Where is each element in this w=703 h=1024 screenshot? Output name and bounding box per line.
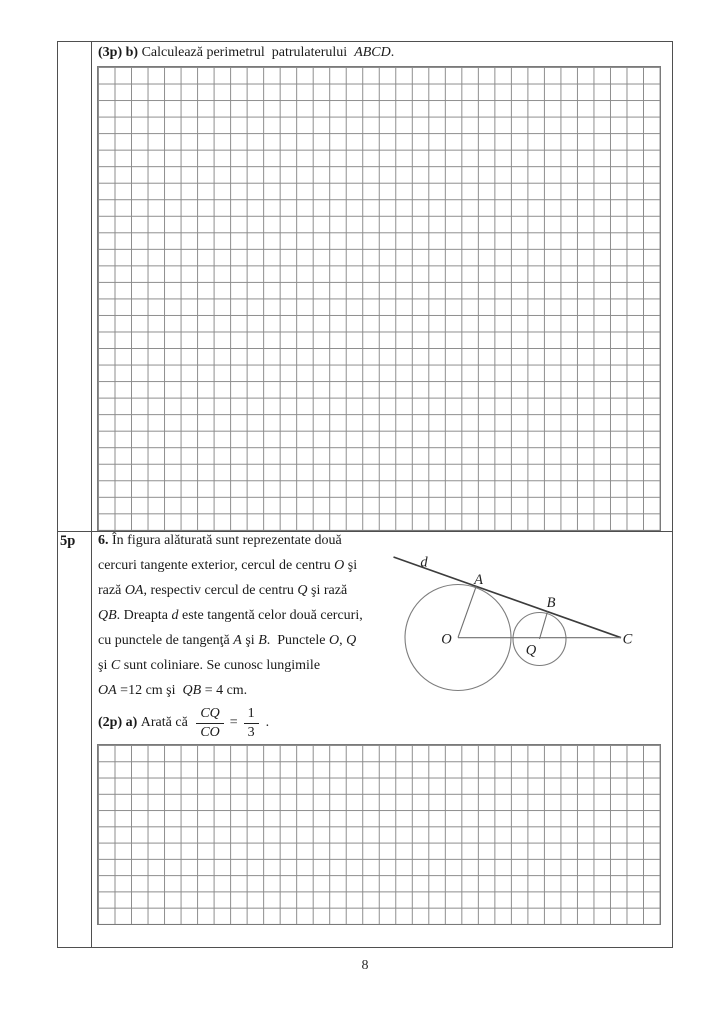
page-number: 8 bbox=[361, 958, 369, 973]
fraction-numerator: CQ bbox=[196, 706, 223, 724]
problem-line: OA =12 cm şi QB = 4 cm. bbox=[98, 683, 248, 698]
tangent-line-d bbox=[394, 554, 622, 638]
label-a: A bbox=[474, 572, 483, 588]
fraction-denominator: 3 bbox=[247, 724, 255, 740]
fraction-one-third bbox=[244, 706, 259, 741]
label-o: O bbox=[441, 631, 452, 648]
label-b: B bbox=[546, 595, 556, 611]
question-2a-prefix: (2p) a) Arată că bbox=[98, 715, 192, 730]
label-c: C bbox=[622, 631, 633, 648]
fraction-cq-co bbox=[196, 706, 223, 741]
answer-grid-top bbox=[97, 66, 661, 531]
problem-line: 6. În figura alăturată sunt reprezentate două bbox=[98, 533, 342, 548]
radius-qb bbox=[540, 612, 548, 639]
problem-line: cu punctele de tangenţă A şi B. Punctele O, Q bbox=[98, 633, 357, 648]
label-d: d bbox=[420, 554, 428, 571]
problem-6-text bbox=[98, 528, 363, 703]
problem-line: rază OA, respectiv cercul de centru Q şi rază bbox=[98, 583, 348, 598]
equals-sign: = bbox=[229, 715, 238, 730]
table-column-divider bbox=[91, 41, 93, 948]
points-badge: 5p bbox=[60, 533, 76, 549]
problem-line: QB. Dreapta d este tangentă celor două cercuri, bbox=[98, 608, 363, 623]
geometry-figure bbox=[380, 548, 645, 702]
fraction-denominator: CO bbox=[200, 724, 220, 740]
problem-line: cercuri tangente exterior, cercul de centru O şi bbox=[98, 558, 358, 573]
fraction-numerator: 1 bbox=[244, 706, 259, 724]
answer-grid-bottom bbox=[97, 744, 661, 925]
question-3b-heading: (3p) b) Calculează perimetrul patrulaterului ABCD. bbox=[98, 45, 395, 60]
question-2a-line bbox=[98, 703, 269, 743]
label-q: Q bbox=[525, 642, 537, 659]
sentence-period: . bbox=[265, 715, 270, 730]
radius-oa bbox=[458, 586, 476, 637]
problem-line: şi C sunt coliniare. Se cunosc lungimile bbox=[98, 658, 321, 673]
